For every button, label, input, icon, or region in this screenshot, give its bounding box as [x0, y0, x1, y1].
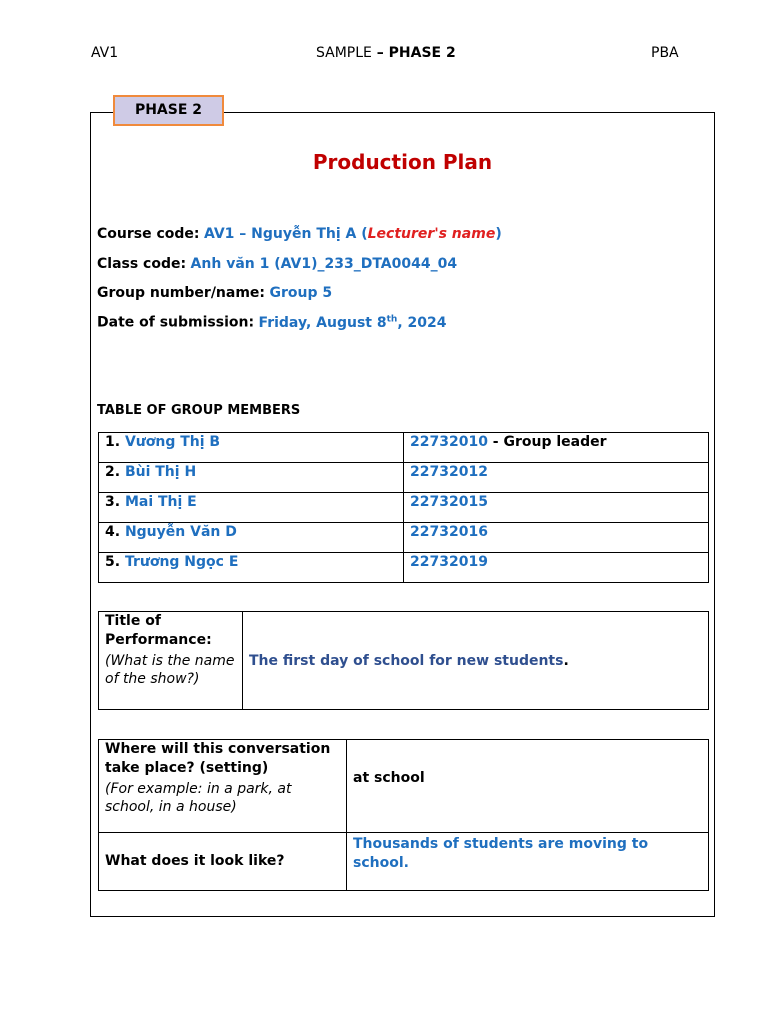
class-code-label: Class code:	[97, 256, 187, 272]
performance-answer: The first day of school for new students	[249, 652, 564, 669]
course-code-value: AV1 – Nguyễn Thị A (Lecturer's name)	[203, 226, 502, 242]
setting-answer: at school	[353, 770, 425, 786]
table-row	[99, 493, 709, 523]
group-label: Group number/name:	[97, 285, 266, 301]
table-row	[99, 463, 709, 493]
member-name-cell: 4. Nguyễn Văn D	[99, 523, 404, 553]
group-line	[97, 285, 332, 301]
table-row	[99, 553, 709, 583]
group-value: Group 5	[269, 285, 333, 301]
member-id-cell: 22732015	[404, 493, 709, 523]
performance-hint: (What is the name of the show?)	[105, 653, 235, 687]
submission-label: Date of submission:	[97, 314, 255, 331]
course-code-line	[97, 226, 502, 242]
setting-question: Where will this conversation take place? (setting)	[105, 741, 331, 776]
setting-answer-cell	[347, 740, 709, 833]
lecturer-name: Lecturer's name	[367, 226, 496, 242]
member-id-cell: 22732010 - Group leader	[404, 433, 709, 463]
header-center-sep: –	[371, 45, 389, 61]
submission-value: Friday, August 8th, 2024	[258, 314, 447, 331]
setting-hint: (For example: in a park, at school, in a house)	[105, 781, 292, 815]
member-id-cell: 22732019	[404, 553, 709, 583]
member-id-cell: 22732016	[404, 523, 709, 553]
page-title: Production Plan	[312, 150, 493, 174]
member-name-cell: 1. Vương Thị B	[99, 433, 404, 463]
header-left: AV1	[91, 45, 119, 61]
performance-question: Title of Performance:	[105, 613, 212, 648]
header-right: PBA	[651, 45, 679, 61]
members-table-title: TABLE OF GROUP MEMBERS	[97, 403, 301, 418]
setting-question-cell	[99, 740, 347, 833]
course-code-label: Course code:	[97, 226, 200, 242]
look-answer-cell	[347, 833, 709, 891]
look-answer: Thousands of students are moving to school.	[353, 836, 649, 871]
header-center-bold: PHASE 2	[388, 45, 456, 61]
member-name-cell: 3. Mai Thị E	[99, 493, 404, 523]
class-code-value: Anh văn 1 (AV1)_233_DTA0044_04	[190, 256, 458, 272]
performance-question-cell	[99, 612, 243, 710]
look-question-cell	[99, 833, 347, 891]
submission-line	[97, 314, 447, 331]
table-row	[99, 612, 709, 710]
table-row	[99, 833, 709, 891]
setting-table	[98, 739, 709, 891]
look-question: What does it look like?	[105, 853, 285, 869]
member-id-cell: 22732012	[404, 463, 709, 493]
members-table	[98, 432, 709, 583]
table-row	[99, 523, 709, 553]
header-center-prefix: SAMPLE	[316, 45, 372, 61]
member-name-cell: 2. Bùi Thị H	[99, 463, 404, 493]
table-row	[99, 433, 709, 463]
phase-badge: PHASE 2	[113, 95, 224, 126]
performance-table	[98, 611, 709, 710]
header-center	[316, 45, 456, 61]
member-name-cell: 5. Trương Ngọc E	[99, 553, 404, 583]
table-row	[99, 740, 709, 833]
class-code-line	[97, 256, 457, 272]
performance-answer-cell: The first day of school for new students.	[243, 612, 709, 710]
